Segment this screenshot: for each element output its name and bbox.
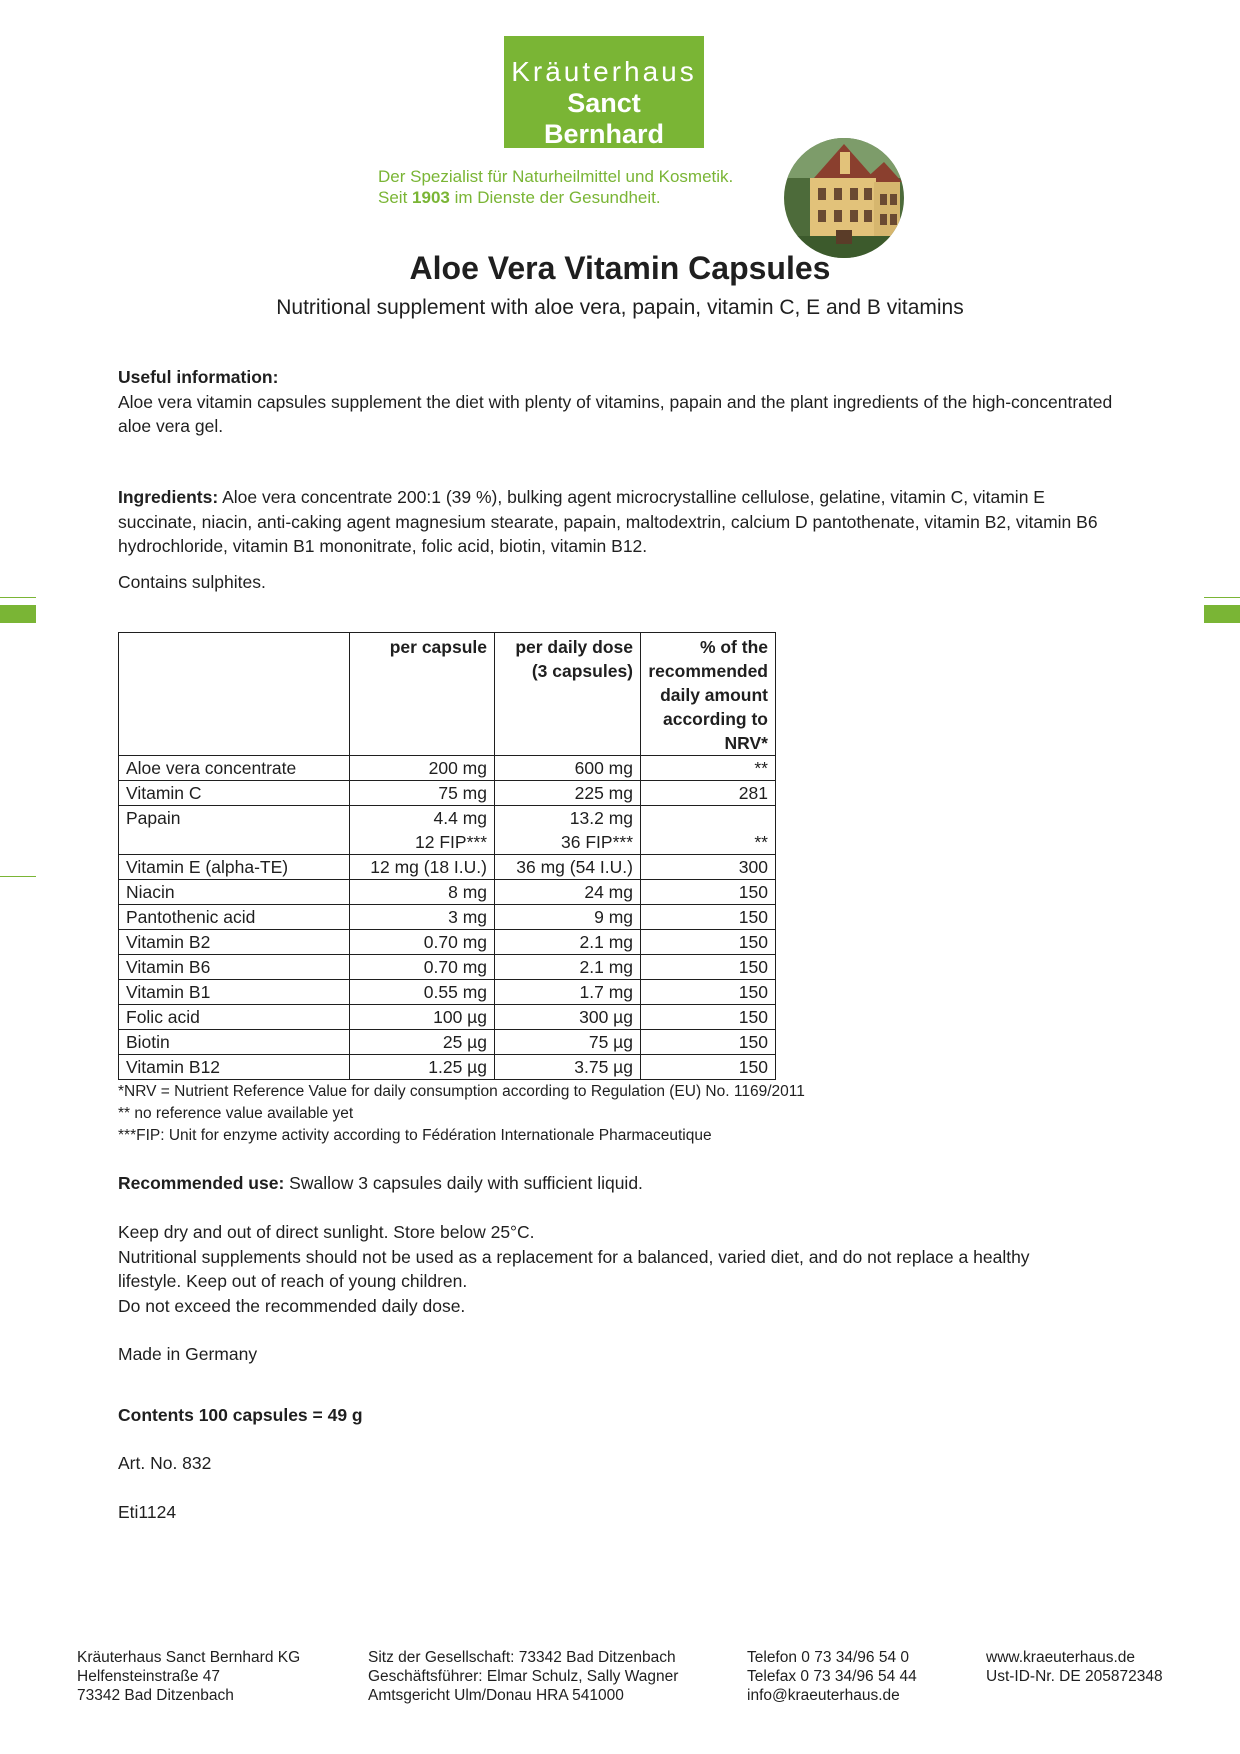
table-row xyxy=(119,1005,776,1030)
storage-line-2: Nutritional supplements should not be used as a replacement for a balanced, varied diet, and do not replace a healthy lifestyle. Keep out of reach of young children. xyxy=(118,1246,1030,1291)
per-daily-dose-cell: 225 mg xyxy=(495,781,641,806)
fold-mark-left-line xyxy=(0,597,36,598)
table-row xyxy=(119,855,776,880)
punch-mark-left xyxy=(0,876,36,877)
footer-email-link[interactable]: info@kraeuterhaus.de xyxy=(747,1687,900,1704)
per-capsule-cell: 0.70 mg xyxy=(350,930,495,955)
per-daily-dose-cell: 600 mg xyxy=(495,756,641,781)
made-in: Made in Germany xyxy=(118,1344,258,1364)
sulphites-note: Contains sulphites. xyxy=(118,572,266,592)
per-capsule-cell: 200 mg xyxy=(350,756,495,781)
nutrient-name-cell: Pantothenic acid xyxy=(119,905,350,930)
per-daily-dose-cell: 36 mg (54 I.U.) xyxy=(495,855,641,880)
per-daily-dose-cell: 75 µg xyxy=(495,1030,641,1055)
logo-line-2: Sanct Bernhard xyxy=(543,88,665,149)
footer-legal xyxy=(368,1648,678,1705)
per-daily-dose-cell: 3.75 µg xyxy=(495,1055,641,1080)
nutrition-table xyxy=(118,632,776,1080)
nutrient-name-cell: Vitamin B12 xyxy=(119,1055,350,1080)
footer-phone: Telefon 0 73 34/96 54 0 xyxy=(747,1649,910,1666)
table-row xyxy=(119,756,776,781)
table-row xyxy=(119,955,776,980)
footer-seat: Sitz der Gesellschaft: 73342 Bad Ditzenbach xyxy=(368,1649,676,1666)
per-capsule-cell: 0.55 mg xyxy=(350,980,495,1005)
ingredients-section xyxy=(118,485,1118,559)
recommended-use-text: Swallow 3 capsules daily with sufficient liquid. xyxy=(289,1173,643,1193)
fold-mark-left-block xyxy=(0,605,36,623)
header-per-capsule: per capsule xyxy=(350,633,495,756)
per-capsule-cell: 12 mg (18 I.U.) xyxy=(350,855,495,880)
nrv-percent-cell: 150 xyxy=(641,1005,776,1030)
nutrient-name-cell: Niacin xyxy=(119,880,350,905)
footnote-nrv: *NRV = Nutrient Reference Value for daily consumption according to Regulation (EU) No. 1169/2011 xyxy=(118,1083,805,1100)
table-row xyxy=(119,930,776,955)
table-row xyxy=(119,980,776,1005)
nrv-percent-cell: 150 xyxy=(641,880,776,905)
nrv-percent-cell: 150 xyxy=(641,905,776,930)
nutrient-name-cell: Vitamin E (alpha-TE) xyxy=(119,855,350,880)
footer-web xyxy=(986,1648,1163,1686)
footer-city: 73342 Bad Ditzenbach xyxy=(77,1687,234,1704)
brand-logo xyxy=(504,36,704,148)
footnote-no-reference: ** no reference value available yet xyxy=(118,1105,354,1122)
nrv-percent-cell: 150 xyxy=(641,930,776,955)
table-row xyxy=(119,880,776,905)
logo-line-1: Kräuterhaus xyxy=(511,56,697,87)
per-daily-dose-cell: 2.1 mg xyxy=(495,930,641,955)
storage-line-3: Do not exceed the recommended daily dose. xyxy=(118,1295,466,1316)
per-capsule-cell: 4.4 mg 12 FIP*** xyxy=(350,806,495,855)
footer-managers: Geschäftsführer: Elmar Schulz, Sally Wagner xyxy=(368,1668,679,1685)
footer-court: Amtsgericht Ulm/Donau HRA 541000 xyxy=(368,1687,624,1704)
nrv-percent-cell: 150 xyxy=(641,955,776,980)
tagline-line-1: Der Spezialist für Naturheilmittel und Kosmetik. xyxy=(378,167,734,186)
footer-street: Helfensteinstraße 47 xyxy=(77,1668,221,1685)
header-empty xyxy=(119,633,350,756)
footer-fax: Telefax 0 73 34/96 54 44 xyxy=(747,1668,917,1685)
ingredients-text: Aloe vera concentrate 200:1 (39 %), bulking agent microcrystalline cellulose, gelatine, vitamin C, vitamin E succinate, niacin, anti-caking agent magnesium stearate, papain, maltodextrin, calcium D pantothenate, vitamin B2, vitamin B6 hydrochloride, vitamin B1 mononitrate, folic acid, biotin, vitamin B12. xyxy=(118,487,1098,556)
storage-notes xyxy=(118,1220,1078,1318)
nutrient-name-cell: Vitamin C xyxy=(119,781,350,806)
footer-company xyxy=(77,1648,300,1705)
nrv-percent-cell: ** xyxy=(641,806,776,855)
tagline-line-2 xyxy=(378,187,733,208)
per-capsule-cell: 25 µg xyxy=(350,1030,495,1055)
tagline-year: 1903 xyxy=(412,188,450,207)
nutrient-name-cell: Aloe vera concentrate xyxy=(119,756,350,781)
table-row xyxy=(119,806,776,855)
useful-info-text: Aloe vera vitamin capsules supplement the diet with plenty of vitamins, papain and the plant ingredients of the high-concentrated aloe vera gel. xyxy=(118,391,1113,436)
per-capsule-cell: 0.70 mg xyxy=(350,955,495,980)
per-daily-dose-cell: 9 mg xyxy=(495,905,641,930)
nutrient-name-cell: Papain xyxy=(119,806,350,855)
useful-info-heading: Useful information: xyxy=(118,367,279,387)
fold-mark-right-line xyxy=(1204,597,1240,598)
nutrient-name-cell: Vitamin B6 xyxy=(119,955,350,980)
nutrient-name-cell: Biotin xyxy=(119,1030,350,1055)
page-title: Aloe Vera Vitamin Capsules xyxy=(409,250,831,286)
nrv-percent-cell: 281 xyxy=(641,781,776,806)
recommended-use-heading: Recommended use: xyxy=(118,1173,285,1193)
footer-website-link[interactable]: www.kraeuterhaus.de xyxy=(986,1649,1136,1666)
table-row xyxy=(119,1030,776,1055)
footnote-fip: ***FIP: Unit for enzyme activity according to Fédération Internationale Pharmaceutique xyxy=(118,1127,712,1144)
article-number: Art. No. 832 xyxy=(118,1453,212,1473)
nrv-percent-cell: 300 xyxy=(641,855,776,880)
table-header-row xyxy=(119,633,776,756)
per-daily-dose-cell: 300 µg xyxy=(495,1005,641,1030)
eti-code: Eti1124 xyxy=(118,1502,177,1522)
contents: Contents 100 capsules = 49 g xyxy=(118,1405,363,1425)
tagline-pre: Seit xyxy=(378,188,408,207)
table-row xyxy=(119,1055,776,1080)
footnotes xyxy=(118,1081,805,1147)
nrv-percent-cell: ** xyxy=(641,756,776,781)
storage-line-1: Keep dry and out of direct sunlight. Store below 25°C. xyxy=(118,1222,535,1242)
nrv-percent-cell: 150 xyxy=(641,1030,776,1055)
per-capsule-cell: 1.25 µg xyxy=(350,1055,495,1080)
header-per-daily-dose: per daily dose (3 capsules) xyxy=(495,633,641,756)
footer-contact xyxy=(747,1648,917,1705)
footer-company-name: Kräuterhaus Sanct Bernhard KG xyxy=(77,1649,301,1666)
nrv-percent-cell: 150 xyxy=(641,1055,776,1080)
per-capsule-cell: 75 mg xyxy=(350,781,495,806)
ingredients-heading: Ingredients: xyxy=(118,487,219,507)
fold-mark-right-block xyxy=(1204,605,1240,623)
building-photo xyxy=(784,138,904,258)
per-capsule-cell: 100 µg xyxy=(350,1005,495,1030)
nutrient-name-cell: Vitamin B2 xyxy=(119,930,350,955)
useful-info-section xyxy=(118,365,1118,439)
per-capsule-cell: 3 mg xyxy=(350,905,495,930)
header-nrv-percent: % of the recommended daily amount according to NRV* xyxy=(641,633,776,756)
tagline-post: im Dienste der Gesundheit. xyxy=(454,188,661,207)
footer-vat-id: Ust-ID-Nr. DE 205872348 xyxy=(986,1668,1163,1685)
nutrient-name-cell: Vitamin B1 xyxy=(119,980,350,1005)
per-daily-dose-cell: 13.2 mg 36 FIP*** xyxy=(495,806,641,855)
tagline xyxy=(378,166,733,208)
page-subtitle: Nutritional supplement with aloe vera, papain, vitamin C, E and B vitamins xyxy=(276,296,964,319)
per-capsule-cell: 8 mg xyxy=(350,880,495,905)
nutrient-name-cell: Folic acid xyxy=(119,1005,350,1030)
per-daily-dose-cell: 1.7 mg xyxy=(495,980,641,1005)
nrv-percent-cell: 150 xyxy=(641,980,776,1005)
per-daily-dose-cell: 2.1 mg xyxy=(495,955,641,980)
table-row xyxy=(119,781,776,806)
per-daily-dose-cell: 24 mg xyxy=(495,880,641,905)
recommended-use xyxy=(118,1171,1118,1196)
table-row xyxy=(119,905,776,930)
